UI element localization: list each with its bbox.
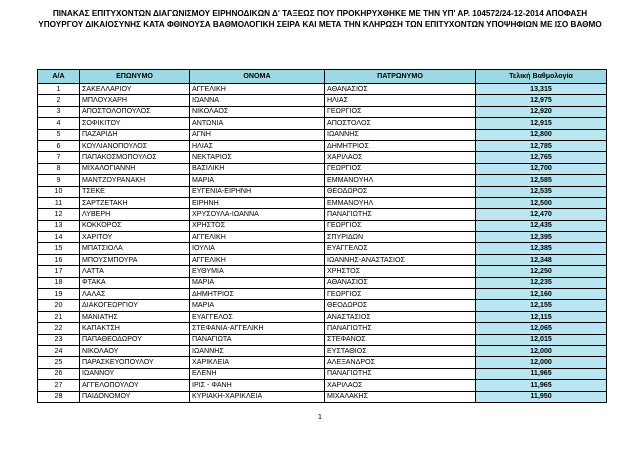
row-number: 1 — [38, 84, 80, 95]
patronymic-cell: ΓΕΩΡΓΙΟΣ — [325, 289, 476, 300]
patronymic-cell: ΙΩΑΝΝΗΣ — [325, 129, 476, 140]
name-cell: ΝΕΚΤΑΡΙΟΣ — [190, 152, 325, 163]
table-row — [38, 368, 607, 379]
table-row — [38, 152, 607, 163]
name-cell: ΑΓΓΕΛΙΚΗ — [190, 84, 325, 95]
surname-cell: ΠΑΡΑΣΚΕΥΟΠΟΥΛΟΥ — [80, 357, 190, 368]
name-cell: ΑΓΝΗ — [190, 129, 325, 140]
patronymic-cell: ΠΑΝΑΓΙΩΤΗΣ — [325, 323, 476, 334]
name-cell: ΙΩΑΝΝΑ — [190, 95, 325, 106]
table-row — [38, 197, 607, 208]
title-line-2: ΥΠΟΥΡΓΟΥ ΔΙΚΑΙΟΣΥΝΗΣ ΚΑΤΑ ΦΘΙΝΟΥΣΑ ΒΑΘΜΟΛΟΓΙΚΗ ΣΕΙΡΑ ΚΑΙ ΜΕΤΑ ΤΗΝ ΚΛΗΡΩΣΗ ΤΩΝ ΕΠΙΤΥΧΟΝΤΩΝ ΥΠΟΨΗΦΙΩΝ ΜΕ ΙΣΟ ΒΑΘΜΟ — [38, 20, 602, 29]
name-cell: ΑΓΓΕΛΙΚΗ — [190, 254, 325, 265]
surname-cell: ΠΑΖΑΡΙΔΗ — [80, 129, 190, 140]
surname-cell: ΚΟΚΚΟΡΟΣ — [80, 220, 190, 231]
name-cell: ΣΤΕΦΑΝΙΑ-ΑΓΓΕΛΙΚΗ — [190, 323, 325, 334]
surname-cell: ΦΤΑΚΑ — [80, 277, 190, 288]
score-cell: 12,000 — [476, 345, 607, 356]
name-cell: ΜΑΡΙΑ — [190, 175, 325, 186]
surname-cell: ΣΟΦΙΚΙΤΟΥ — [80, 118, 190, 129]
row-number: 17 — [38, 266, 80, 277]
header-surname: ΕΠΩΝΥΜΟ — [80, 70, 190, 84]
surname-cell: ΤΣΕΚΕ — [80, 186, 190, 197]
score-cell: 12,585 — [476, 175, 607, 186]
score-cell: 12,015 — [476, 334, 607, 345]
name-cell: ΧΡΗΣΤΟΣ — [190, 220, 325, 231]
table-row — [38, 118, 607, 129]
row-number: 16 — [38, 254, 80, 265]
table-row — [38, 391, 607, 402]
patronymic-cell: ΣΠΥΡΙΔΩΝ — [325, 232, 476, 243]
row-number: 14 — [38, 232, 80, 243]
name-cell: ΠΑΝΑΓΙΩΤΑ — [190, 334, 325, 345]
row-number: 5 — [38, 129, 80, 140]
name-cell: ΑΝΤΩΝΙΑ — [190, 118, 325, 129]
score-cell: 12,765 — [476, 152, 607, 163]
table-row — [38, 277, 607, 288]
table-row — [38, 84, 607, 95]
score-cell: 12,785 — [476, 140, 607, 151]
surname-cell: ΜΠΑΤΣΙΟΛΑ — [80, 243, 190, 254]
surname-cell: ΜΠΟΥΣΜΠΟΥΡΑ — [80, 254, 190, 265]
patronymic-cell: ΕΥΑΓΓΕΛΟΣ — [325, 243, 476, 254]
surname-cell: ΜΠΛΟΥΧΑΡΗ — [80, 95, 190, 106]
table-row — [38, 243, 607, 254]
row-number: 4 — [38, 118, 80, 129]
patronymic-cell: ΑΝΑΣΤΑΣΙΟΣ — [325, 311, 476, 322]
row-number: 2 — [38, 95, 80, 106]
score-cell: 11,950 — [476, 391, 607, 402]
surname-cell: ΛΑΛΑΣ — [80, 289, 190, 300]
score-cell: 12,915 — [476, 118, 607, 129]
score-cell: 11,965 — [476, 380, 607, 391]
row-number: 10 — [38, 186, 80, 197]
name-cell: ΙΡΙΣ - ΦΑΝΗ — [190, 380, 325, 391]
surname-cell: ΧΑΡΙΤΟΥ — [80, 232, 190, 243]
row-number: 15 — [38, 243, 80, 254]
patronymic-cell: ΧΑΡΙΛΑΟΣ — [325, 380, 476, 391]
name-cell: ΕΥΘΥΜΙΑ — [190, 266, 325, 277]
row-number: 12 — [38, 209, 80, 220]
table-row — [38, 175, 607, 186]
row-number: 19 — [38, 289, 80, 300]
table-row — [38, 209, 607, 220]
table-row — [38, 311, 607, 322]
row-number: 6 — [38, 140, 80, 151]
surname-cell: ΑΓΓΕΛΟΠΟΥΛΟΥ — [80, 380, 190, 391]
name-cell: ΜΑΡΙΑ — [190, 277, 325, 288]
name-cell: ΚΥΡΙΑΚΗ-ΧΑΡΙΚΛΕΙΑ — [190, 391, 325, 402]
patronymic-cell: ΘΕΟΔΩΡΟΣ — [325, 300, 476, 311]
patronymic-cell: ΙΩΑΝΝΗΣ-ΑΝΑΣΤΑΣΙΟΣ — [325, 254, 476, 265]
surname-cell: ΜΑΝΙΑΤΗΣ — [80, 311, 190, 322]
patronymic-cell: ΓΕΩΡΓΙΟΣ — [325, 163, 476, 174]
score-cell: 12,800 — [476, 129, 607, 140]
surname-cell: ΠΑΠΑΘΕΟΔΩΡΟΥ — [80, 334, 190, 345]
score-cell: 12,385 — [476, 243, 607, 254]
score-cell: 12,435 — [476, 220, 607, 231]
surname-cell: ΣΑΚΕΛΛΑΡΙΟΥ — [80, 84, 190, 95]
patronymic-cell: ΠΑΝΑΓΙΩΤΗΣ — [325, 209, 476, 220]
table-row — [38, 163, 607, 174]
patronymic-cell: ΜΙΧΑΛΑΚΗΣ — [325, 391, 476, 402]
row-number: 25 — [38, 357, 80, 368]
row-number: 20 — [38, 300, 80, 311]
row-number: 18 — [38, 277, 80, 288]
table-row — [38, 345, 607, 356]
table-header-row — [38, 70, 607, 84]
table-row — [38, 186, 607, 197]
table-row — [38, 95, 607, 106]
header-aa: Α/Α — [38, 70, 80, 84]
score-cell: 11,965 — [476, 368, 607, 379]
patronymic-cell: ΓΕΩΡΓΙΟΣ — [325, 220, 476, 231]
score-cell: 12,235 — [476, 277, 607, 288]
table-row — [38, 106, 607, 117]
surname-cell: ΙΩΑΝΝΟΥ — [80, 368, 190, 379]
table-row — [38, 380, 607, 391]
surname-cell: ΚΑΠΑΚΤΣΗ — [80, 323, 190, 334]
header-patronymic: ΠΑΤΡΩΝΥΜΟ — [325, 70, 476, 84]
score-cell: 12,155 — [476, 300, 607, 311]
table-row — [38, 357, 607, 368]
patronymic-cell: ΕΜΜΑΝΟΥΗΛ — [325, 197, 476, 208]
row-number: 22 — [38, 323, 80, 334]
surname-cell: ΝΙΚΟΛΑΟΥ — [80, 345, 190, 356]
header-final-score: Τελική Βαθμολογία — [476, 70, 607, 84]
table-row — [38, 289, 607, 300]
row-number: 3 — [38, 106, 80, 117]
name-cell: ΕΛΕΝΗ — [190, 368, 325, 379]
row-number: 27 — [38, 380, 80, 391]
patronymic-cell: ΘΕΟΔΩΡΟΣ — [325, 186, 476, 197]
score-cell: 12,700 — [476, 163, 607, 174]
header-name: ΟΝΟΜΑ — [190, 70, 325, 84]
name-cell: ΔΗΜΗΤΡΙΟΣ — [190, 289, 325, 300]
row-number: 7 — [38, 152, 80, 163]
surname-cell: ΚΟΥΛΙΑΝΟΠΟΥΛΟΣ — [80, 140, 190, 151]
name-cell: ΑΓΓΕΛΙΚΗ — [190, 232, 325, 243]
surname-cell: ΑΠΟΣΤΟΛΟΠΟΥΛΟΣ — [80, 106, 190, 117]
score-cell: 12,115 — [476, 311, 607, 322]
surname-cell: ΠΑΙΔΟΝΟΜΟΥ — [80, 391, 190, 402]
score-cell: 12,500 — [476, 197, 607, 208]
patronymic-cell: ΣΤΕΦΑΝΟΣ — [325, 334, 476, 345]
patronymic-cell: ΧΑΡΙΛΑΟΣ — [325, 152, 476, 163]
surname-cell: ΛΥΒΕΡΗ — [80, 209, 190, 220]
row-number: 21 — [38, 311, 80, 322]
table-row — [38, 140, 607, 151]
score-cell: 12,348 — [476, 254, 607, 265]
table-row — [38, 334, 607, 345]
patronymic-cell: ΠΑΝΑΓΙΩΤΗΣ — [325, 368, 476, 379]
score-cell: 12,975 — [476, 95, 607, 106]
name-cell: ΙΟΥΛΙΑ — [190, 243, 325, 254]
patronymic-cell: ΕΜΜΑΝΟΥΗΛ — [325, 175, 476, 186]
name-cell: ΕΥΑΓΓΕΛΟΣ — [190, 311, 325, 322]
row-number: 28 — [38, 391, 80, 402]
surname-cell: ΔΙΑΚΟΓΕΩΡΓΙΟΥ — [80, 300, 190, 311]
score-cell: 12,535 — [476, 186, 607, 197]
name-cell: ΕΥΓΕΝΙΑ-ΕΙΡΗΝΗ — [190, 186, 325, 197]
surname-cell: ΛΑΤΤΑ — [80, 266, 190, 277]
table-row — [38, 323, 607, 334]
score-cell: 13,315 — [476, 84, 607, 95]
table-row — [38, 266, 607, 277]
score-cell: 12,395 — [476, 232, 607, 243]
name-cell: ΝΙΚΟΛΑΟΣ — [190, 106, 325, 117]
title-line-1: ΠΙΝΑΚΑΣ ΕΠΙΤΥΧΟΝΤΩΝ ΔΙΑΓΩΝΙΣΜΟΥ ΕΙΡΗΝΟΔΙΚΩΝ Δ' ΤΑΞΕΩΣ ΠΟΥ ΠΡΟΚΗΡΥΧΘΗΚΕ ΜΕ ΤΗΝ ΥΠ' ΑΡ. 104572/24-12-2014 ΑΠΟΦΑΣΗ — [52, 9, 588, 18]
name-cell: ΕΙΡΗΝΗ — [190, 197, 325, 208]
score-cell: 12,065 — [476, 323, 607, 334]
score-cell: 12,470 — [476, 209, 607, 220]
results-table — [37, 69, 607, 403]
document-title — [0, 8, 640, 30]
row-number: 9 — [38, 175, 80, 186]
surname-cell: ΜΙΧΑΛΟΓΙΑΝΝΗ — [80, 163, 190, 174]
patronymic-cell: ΑΛΕΞΑΝΔΡΟΣ — [325, 357, 476, 368]
surname-cell: ΣΑΡΤΖΕΤΑΚΗ — [80, 197, 190, 208]
name-cell: ΗΛΙΑΣ — [190, 140, 325, 151]
row-number: 8 — [38, 163, 80, 174]
table-row — [38, 129, 607, 140]
table-row — [38, 232, 607, 243]
patronymic-cell: ΑΘΑΝΑΣΙΟΣ — [325, 84, 476, 95]
patronymic-cell: ΓΕΩΡΓΙΟΣ — [325, 106, 476, 117]
patronymic-cell: ΑΠΟΣΤΟΛΟΣ — [325, 118, 476, 129]
patronymic-cell: ΑΘΑΝΑΣΙΟΣ — [325, 277, 476, 288]
name-cell: ΙΩΑΝΝΗΣ — [190, 345, 325, 356]
row-number: 11 — [38, 197, 80, 208]
name-cell: ΜΑΡΙΑ — [190, 300, 325, 311]
table-row — [38, 220, 607, 231]
row-number: 24 — [38, 345, 80, 356]
page-number: 1 — [317, 412, 323, 421]
name-cell: ΒΑΣΙΛΙΚΗ — [190, 163, 325, 174]
surname-cell: ΜΑΝΤΖΟΥΡΑΝΑΚΗ — [80, 175, 190, 186]
row-number: 26 — [38, 368, 80, 379]
surname-cell: ΠΑΠΑΚΟΣΜΟΠΟΥΛΟΣ — [80, 152, 190, 163]
score-cell: 12,250 — [476, 266, 607, 277]
score-cell: 12,000 — [476, 357, 607, 368]
row-number: 13 — [38, 220, 80, 231]
name-cell: ΧΡΥΣΟΥΛΑ-ΙΩΑΝΝΑ — [190, 209, 325, 220]
row-number: 23 — [38, 334, 80, 345]
score-cell: 12,160 — [476, 289, 607, 300]
table-body — [38, 84, 607, 403]
table-row — [38, 300, 607, 311]
score-cell: 12,920 — [476, 106, 607, 117]
patronymic-cell: ΧΡΗΣΤΟΣ — [325, 266, 476, 277]
table-row — [38, 254, 607, 265]
patronymic-cell: ΗΛΙΑΣ — [325, 95, 476, 106]
patronymic-cell: ΕΥΣΤΑΘΙΟΣ — [325, 345, 476, 356]
patronymic-cell: ΔΗΜΗΤΡΙΟΣ — [325, 140, 476, 151]
name-cell: ΧΑΡΙΚΛΕΙΑ — [190, 357, 325, 368]
